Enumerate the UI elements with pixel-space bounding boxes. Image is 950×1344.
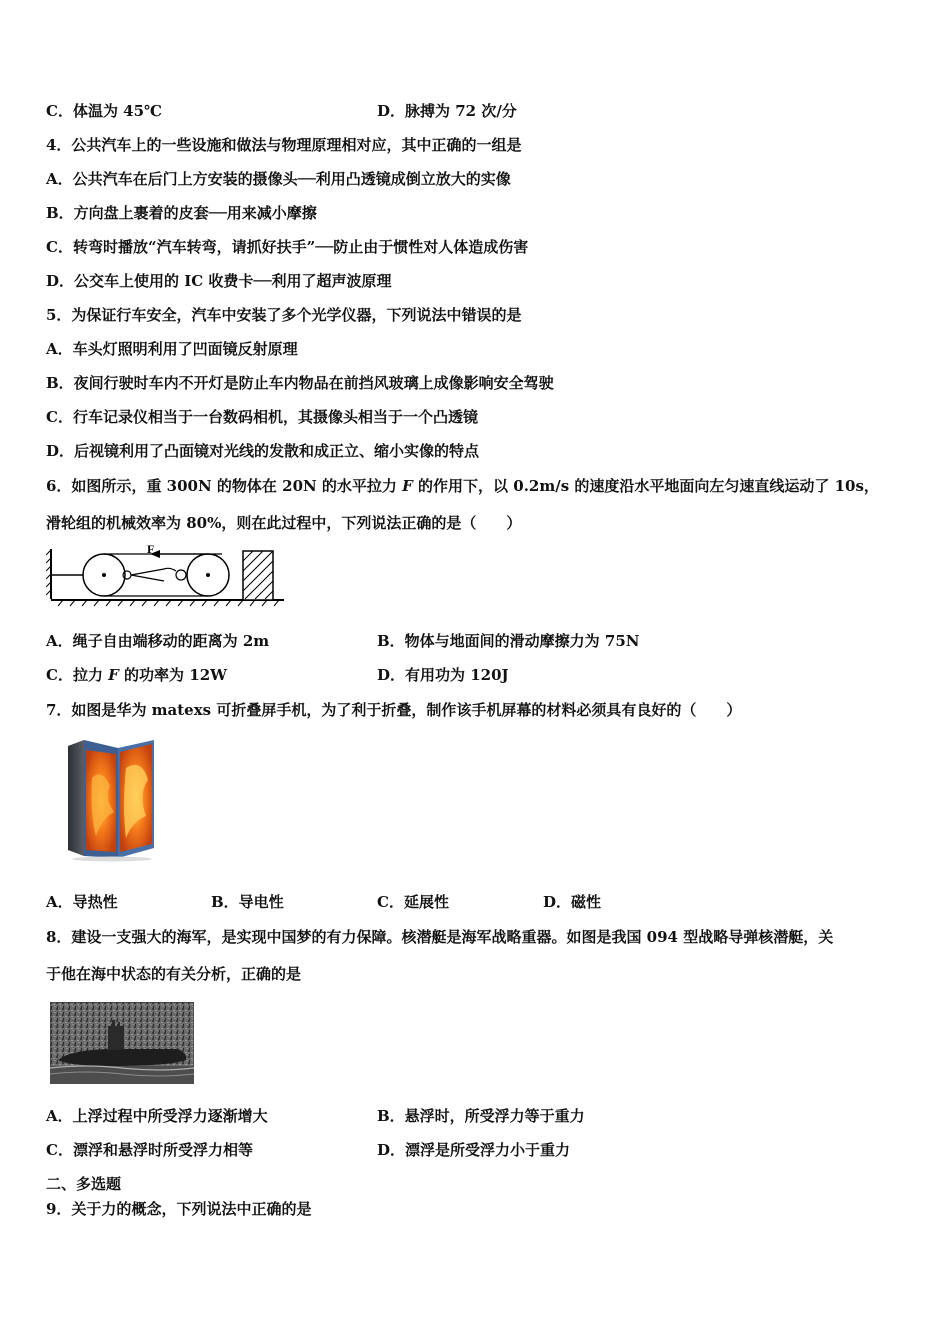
section-2-heading: 二、多选题 — [46, 1175, 122, 1193]
q6c-text-post: 的功率为 12W — [118, 666, 227, 684]
q6-text-post: 的作用下，以 0.2m/s 的速度沿水平地面向左匀速直线运动了 10s， — [412, 477, 879, 495]
q7-option-a: A．导热性 — [46, 893, 118, 911]
q6-option-c — [46, 665, 227, 685]
question-9: 9．关于力的概念，下列说法中正确的是 — [46, 1200, 312, 1218]
q8-option-d: D．漂浮是所受浮力小于重力 — [377, 1141, 571, 1159]
foldable-phone-image — [62, 738, 158, 862]
q3-option-d: D．脉搏为 72 次/分 — [377, 102, 517, 120]
q4-option-c: C．转弯时播放“汽车转弯，请抓好扶手”──防止由于惯性对人体造成伤害 — [46, 238, 529, 256]
pulley-diagram — [46, 545, 288, 607]
q7-option-d: D．磁性 — [543, 893, 602, 911]
q5-option-a: A．车头灯照明利用了凹面镜反射原理 — [46, 340, 298, 358]
q7-option-b: B．导电性 — [211, 893, 284, 911]
question-7: 7．如图是华为 matexs 可折叠屏手机，为了利于折叠，制作该手机屏幕的材料必须具有良好的（ ） — [46, 701, 742, 719]
question-6 — [46, 476, 879, 496]
q5-option-d: D．后视镜利用了凸面镜对光线的发散和成正立、缩小实像的特点 — [46, 442, 480, 460]
question-8-continued: 于他在海中状态的有关分析，正确的是 — [46, 965, 302, 983]
q4-option-b: B．方向盘上裹着的皮套──用来减小摩擦 — [46, 204, 317, 222]
submarine-photo — [50, 1002, 194, 1084]
question-6-continued: 滑轮组的机械效率为 80%，则在此过程中，下列说法正确的是（ ） — [46, 514, 522, 532]
q7-option-c: C．延展性 — [377, 893, 449, 911]
q6c-text-pre: C．拉力 — [46, 666, 109, 684]
question-5: 5．为保证行车安全，汽车中安装了多个光学仪器，下列说法中错误的是 — [46, 306, 522, 324]
q3-option-c: C．体温为 45℃ — [46, 102, 163, 120]
question-4: 4．公共汽车上的一些设施和做法与物理原理相对应，其中正确的一组是 — [46, 136, 522, 154]
q6-option-b: B．物体与地面间的滑动摩擦力为 75N — [377, 632, 640, 650]
q8-option-c: C．漂浮和悬浮时所受浮力相等 — [46, 1141, 253, 1159]
q4-option-d: D．公交车上使用的 IC 收费卡──利用了超声波原理 — [46, 272, 392, 290]
q5-option-b: B．夜间行驶时车内不开灯是防止车内物品在前挡风玻璃上成像影响安全驾驶 — [46, 374, 554, 392]
force-label: F — [147, 545, 155, 556]
q6-option-a: A．绳子自由端移动的距离为 2m — [46, 632, 270, 650]
q4-option-a: A．公共汽车在后门上方安装的摄像头──利用凸透镜成倒立放大的实像 — [46, 170, 511, 188]
q6-option-d: D．有用功为 120J — [377, 666, 509, 684]
q6c-variable-f: F — [108, 666, 119, 684]
q6-variable-f: F — [402, 477, 413, 495]
q8-option-a: A．上浮过程中所受浮力逐渐增大 — [46, 1107, 268, 1125]
q8-option-b: B．悬浮时，所受浮力等于重力 — [377, 1107, 585, 1125]
question-8: 8．建设一支强大的海军，是实现中国梦的有力保障。核潜艇是海军战略重器。如图是我国 094 型战略导弹核潜艇，关 — [46, 928, 834, 946]
q6-text-pre: 6．如图所示，重 300N 的物体在 20N 的水平拉力 — [46, 477, 403, 495]
q5-option-c: C．行车记录仪相当于一台数码相机，其摄像头相当于一个凸透镜 — [46, 408, 478, 426]
